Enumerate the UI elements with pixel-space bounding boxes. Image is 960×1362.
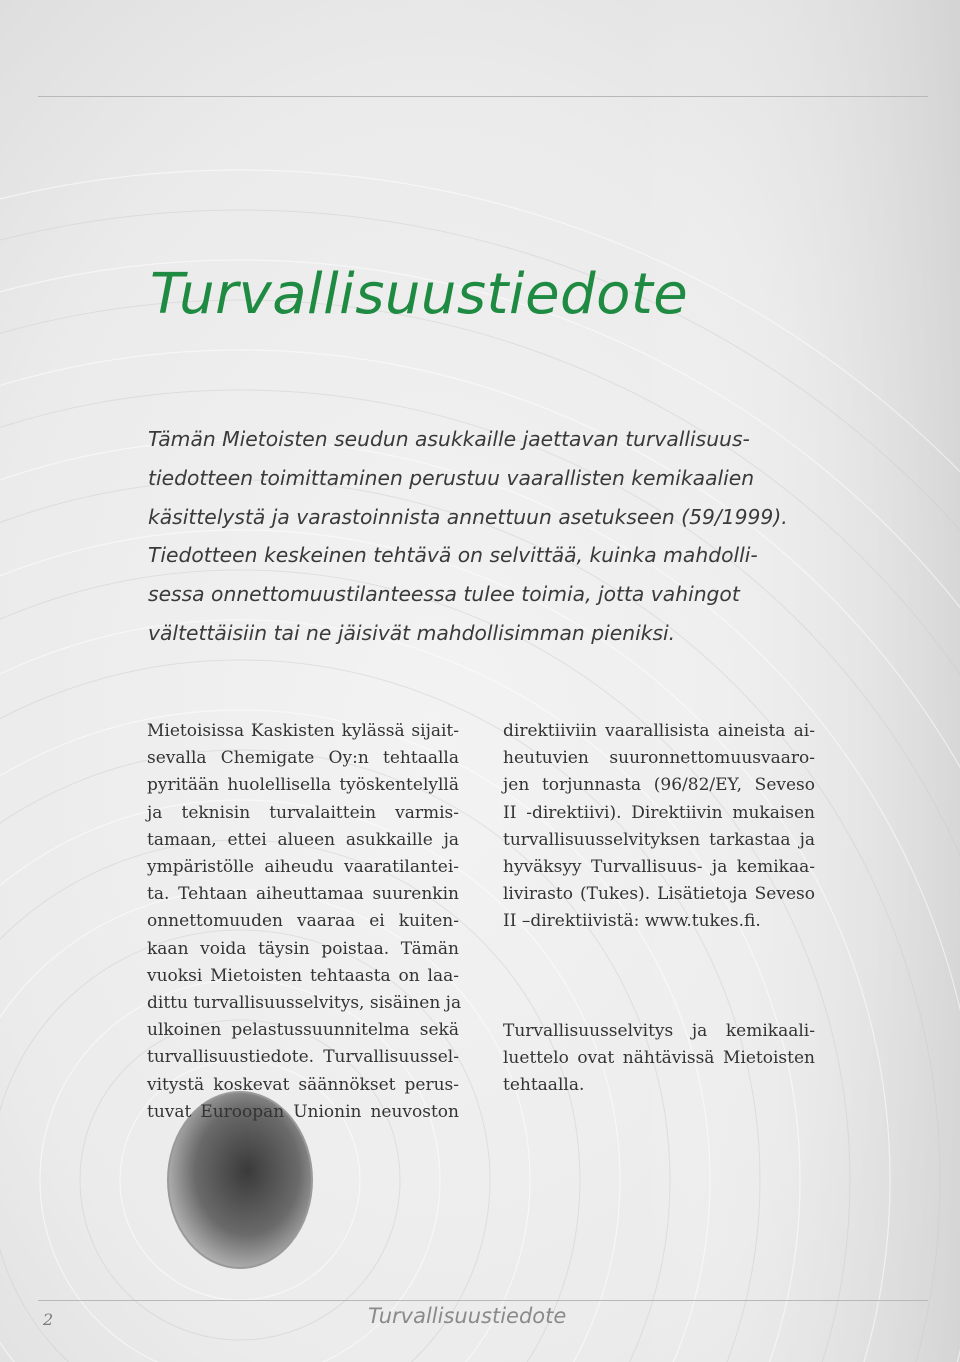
body-line: ulkoinen pelastussuunnitelma sekä: [147, 1020, 459, 1041]
body-line: direktiiviin vaarallisista aineista ai-: [503, 721, 815, 741]
body-line: Mietoisissa Kaskisten kylässä sijait-: [147, 721, 459, 741]
lead-line: käsittelystä ja varastoinnista annettuun asetukseen (59/1999).: [148, 504, 788, 529]
body-line: turvallisuustiedote. Turvallisuussel-: [147, 1047, 459, 1068]
body-column-right: [503, 718, 815, 1099]
body-line: pyritään huolellisella työskentelyllä: [147, 775, 459, 796]
page-title: Turvallisuustiedote: [150, 262, 689, 327]
body-line: turvallisuusselvityksen tarkastaa ja: [503, 829, 815, 850]
body-line: ympäristölle aiheudu vaaratilantei-: [147, 857, 459, 878]
body-line: II –direktiivistä: www.tukes.fi.: [503, 911, 761, 932]
body-line: dittu turvallisuusselvitys, sisäinen ja: [147, 993, 462, 1014]
body-line: livirasto (Tukes). Lisätietoja Seveso: [503, 884, 815, 905]
footer-title: Turvallisuustiedote: [368, 1304, 567, 1328]
lead-line: Tämän Mietoisten seudun asukkaille jaettavan turvallisuus-: [148, 427, 750, 451]
body-line: jen torjunnasta (96/82/EY, Seveso: [503, 775, 815, 796]
body-line: II -direktiivi). Direktiivin mukaisen: [503, 802, 815, 823]
body-line: luettelo ovat nähtävissä Mietoisten: [503, 1047, 815, 1068]
body-line: vitystä koskevat säännökset perus-: [147, 1074, 459, 1095]
lead-paragraph: [148, 420, 828, 653]
body-line: onnettomuuden vaaraa ei kuiten-: [147, 911, 459, 932]
paragraph-availability: [503, 1018, 815, 1100]
page-number: 2: [43, 1310, 54, 1329]
body-line: hyväksyy Turvallisuus- ja kemikaa-: [503, 857, 815, 878]
lead-line: sessa onnettomuustilanteessa tulee toimia, jotta vahingot: [148, 582, 740, 607]
body-line: kaan voida täysin poistaa. Tämän: [147, 938, 459, 959]
lead-line: tiedotteen toimittaminen perustuu vaarallisten kemikaalien: [148, 465, 755, 490]
body-line: ta. Tehtaan aiheuttamaa suurenkin: [147, 884, 459, 905]
body-line: sevalla Chemigate Oy:n tehtaalla: [147, 748, 459, 769]
body-line: vuoksi Mietoisten tehtaasta on laa-: [147, 965, 459, 986]
body-line: Turvallisuusselvitys ja kemikaali-: [503, 1020, 815, 1041]
body-line: tuvat Euroopan Unionin neuvoston: [147, 1101, 459, 1122]
body-column-left: [147, 718, 462, 1126]
body-line: tehtaalla.: [503, 1075, 585, 1096]
paragraph-seveso: [503, 718, 815, 936]
body-line: ja teknisin turvalaittein varmis-: [147, 802, 459, 823]
body-line: tamaan, ettei alueen asukkaille ja: [147, 829, 459, 850]
body-line: heutuvien suuronnettomuusvaaro-: [503, 748, 815, 769]
footer-rule: [38, 1300, 928, 1301]
lead-line: vältettäisiin tai ne jäisivät mahdollisimman pieniksi.: [148, 620, 676, 645]
header-rule: [38, 96, 928, 97]
lead-line: Tiedotteen keskeinen tehtävä on selvittää, kuinka mahdolli-: [148, 543, 758, 568]
